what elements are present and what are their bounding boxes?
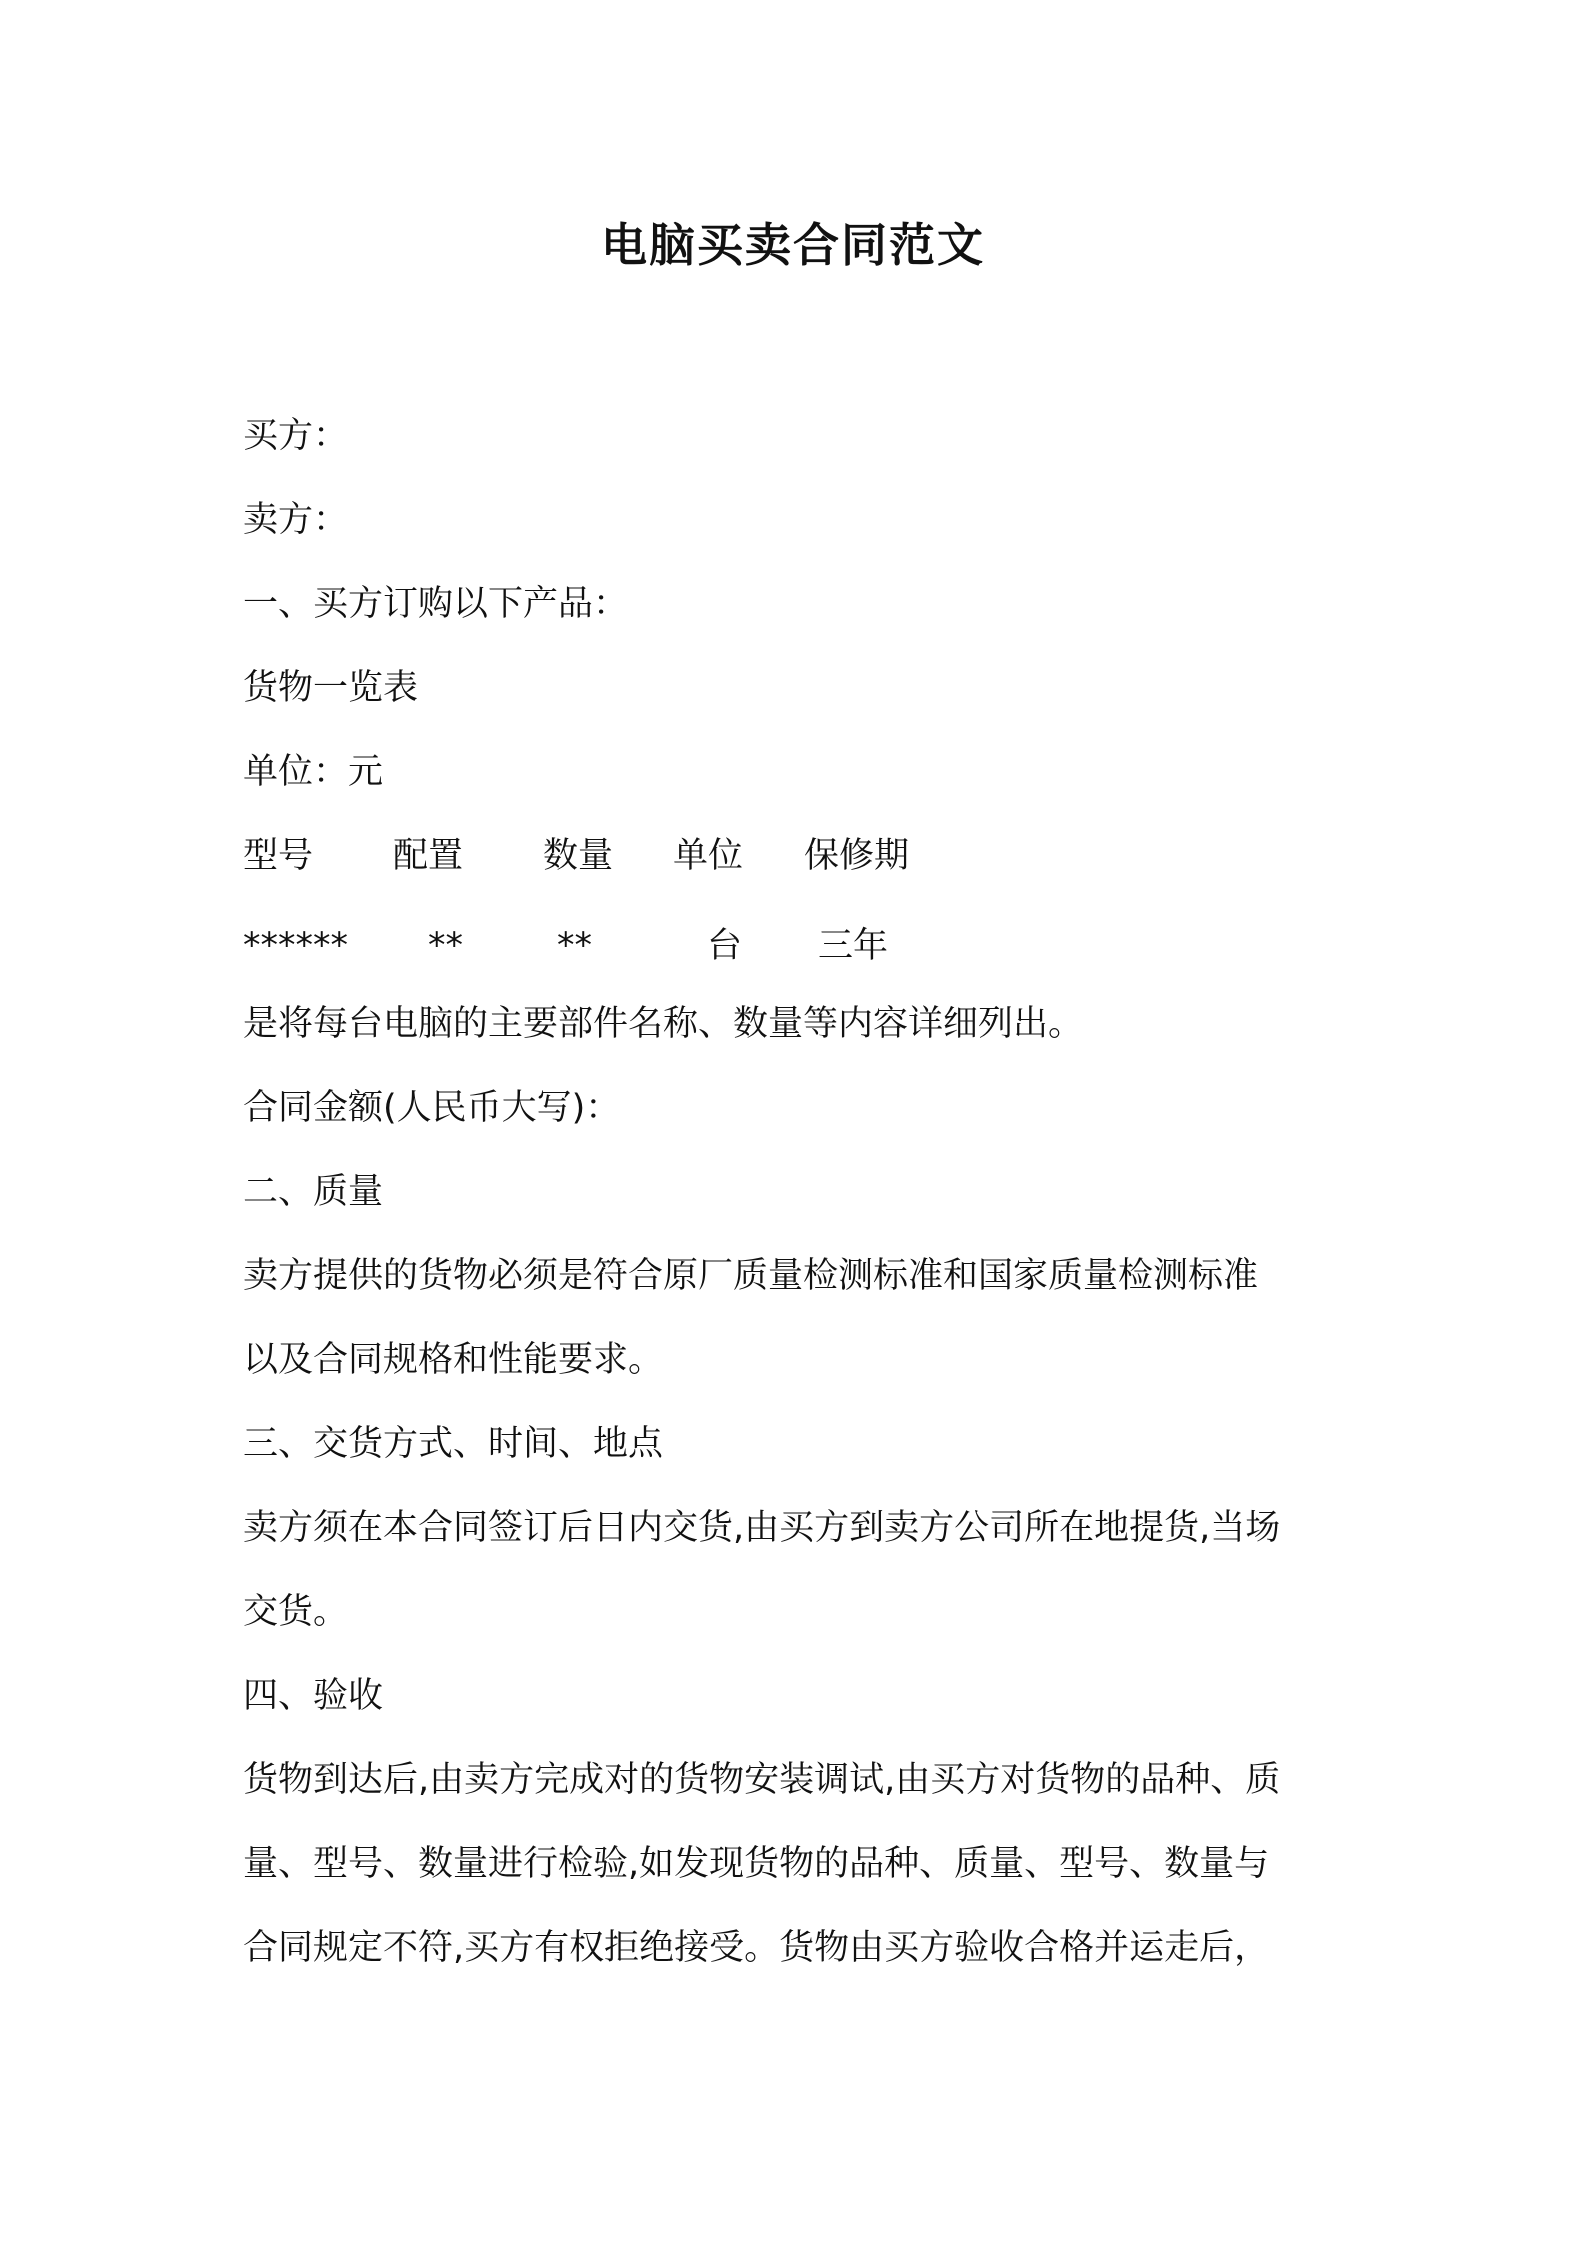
section2-body-line: 以及合同规格和性能要求。: [243, 1340, 664, 1380]
table-cell-unit: 台: [707, 926, 743, 966]
table-cell-model: ******: [243, 926, 348, 966]
section4-body-line: 量、型号、数量进行检验,如发现货物的品种、质量、型号、数量与: [243, 1844, 1270, 1884]
table-cell-quantity: **: [557, 926, 592, 966]
section2-body-line: 卖方提供的货物必须是符合原厂质量检测标准和国家质量检测标准: [243, 1256, 1259, 1296]
table-cell-config: **: [428, 926, 463, 966]
table-header-model: 型号: [243, 836, 314, 876]
table-header-unit: 单位: [673, 836, 744, 876]
section2-heading: 二、质量: [243, 1172, 384, 1212]
detail-note: 是将每台电脑的主要部件名称、数量等内容详细列出。: [243, 1004, 1084, 1044]
table-cell-warranty: 三年: [818, 926, 889, 966]
buyer-label: 买方：: [243, 416, 349, 456]
document-title: 电脑买卖合同范文: [601, 218, 985, 272]
seller-label: 卖方：: [243, 500, 349, 540]
section1-heading: 一、买方订购以下产品：: [243, 584, 629, 624]
table-header-quantity: 数量: [543, 836, 614, 876]
table-header-config: 配置: [393, 836, 464, 876]
unit-line: 单位：元: [243, 752, 384, 792]
section3-body-line: 卖方须在本合同签订后日内交货,由买方到卖方公司所在地提货,当场: [243, 1508, 1281, 1548]
goods-list-title: 货物一览表: [243, 668, 419, 708]
section4-body-line: 货物到达后,由卖方完成对的货物安装调试,由买方对货物的品种、质: [243, 1760, 1281, 1800]
section3-body-line: 交货。: [243, 1592, 349, 1632]
section4-heading: 四、验收: [243, 1676, 384, 1716]
section4-body-line: 合同规定不符,买方有权拒绝接受。货物由买方验收合格并运走后，: [243, 1928, 1270, 1968]
contract-amount-label: 合同金额(人民币大写)：: [243, 1088, 621, 1128]
table-header-warranty: 保修期: [804, 836, 910, 876]
section3-heading: 三、交货方式、时间、地点: [243, 1424, 664, 1464]
